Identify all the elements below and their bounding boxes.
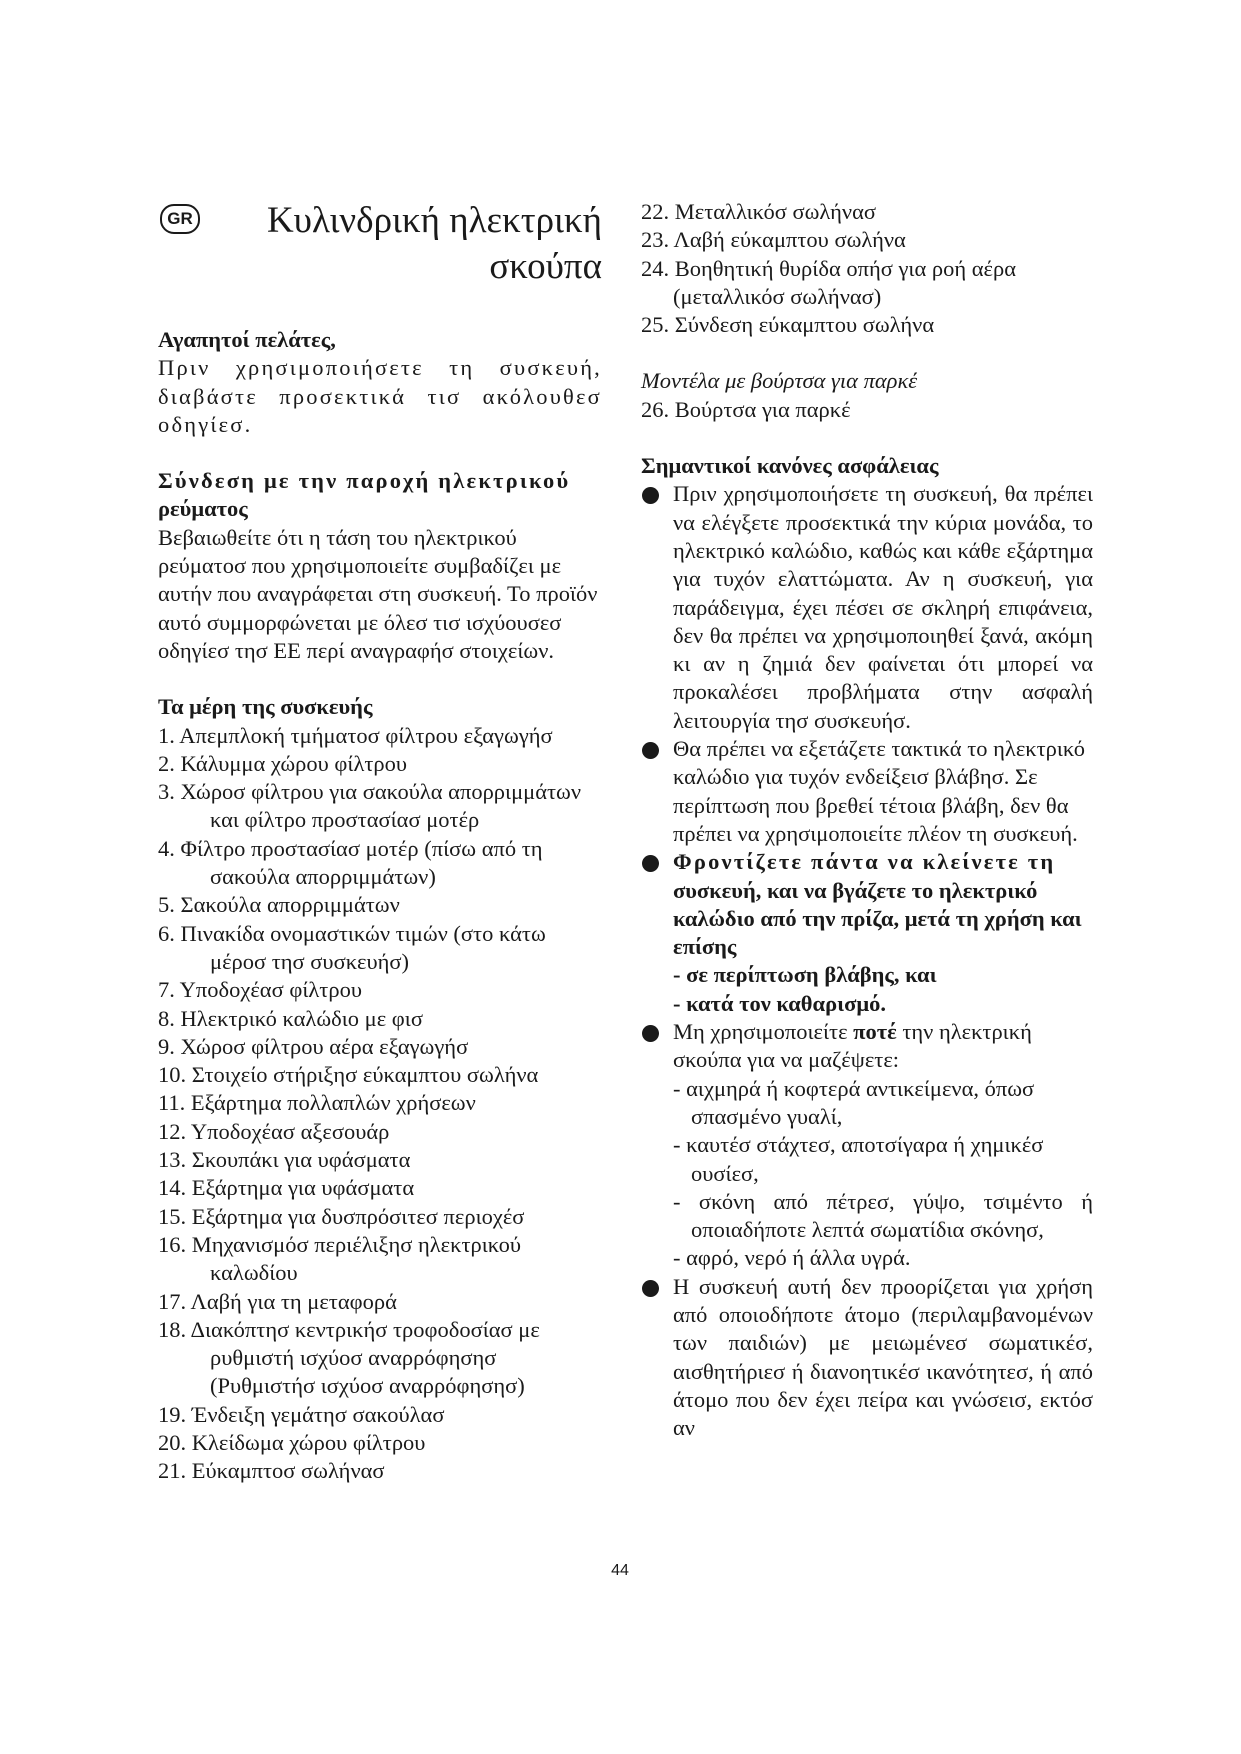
list-item: - σε περίπτωση βλάβης, και	[673, 962, 937, 988]
safety-bullet	[641, 480, 1093, 735]
connection-heading-line-2: ρεύματος	[158, 496, 248, 522]
country-badge-icon: GR	[160, 204, 200, 234]
page-number: 44	[611, 1562, 629, 1579]
list-item: - αφρό, νερό ή άλλα υγρά.	[673, 1245, 911, 1271]
list-item: 3. Χώροσ φίλτρου για σακούλα απορριμμάτων και φίλτρο προστασίασ μοτέρ	[158, 779, 582, 833]
right-column	[641, 198, 1093, 1442]
greeting-heading: Αγαπητοί πελάτες,	[158, 327, 336, 352]
list-item: - καυτέσ στάχτεσ, αποτσίγαρα ή χημικέσ ουσίεσ,	[673, 1132, 1044, 1186]
safety-bullet-text: συσκευή, και να βγάζετε το ηλεκτρικό καλώδιο από την πρίζα, μετά τη χρήση και επίσης	[673, 877, 1082, 960]
list-item: 8. Ηλεκτρικό καλώδιο με φισ	[158, 1005, 423, 1031]
list-item: - αιχμηρά ή κοφτερά αντικείμενα, όπωσ σπασμένο γυαλί,	[673, 1075, 1035, 1129]
list-item: 22. Μεταλλικόσ σωλήνασ	[641, 199, 876, 224]
list-item: 13. Σκουπάκι για υφάσματα	[158, 1147, 411, 1173]
title-line-1: Κυλινδρική ηλεκτρική	[266, 200, 602, 241]
bullet-dot-icon	[642, 487, 659, 504]
bullet-dot-icon	[642, 742, 659, 759]
safety-bullet	[641, 848, 1093, 1018]
title-row	[158, 198, 602, 326]
list-item: 1. Απεμπλοκή τμήματοσ φίλτρου εξαγωγήσ	[158, 722, 553, 748]
list-item: 12. Υποδοχέασ αξεσουάρ	[158, 1118, 390, 1144]
list-item: 18. Διακόπτησ κεντρικήσ τροφοδοσίασ με ρυθμιστή ισχύοσ αναρρόφησησ (Ρυθμιστήσ ισχύοσ αναρρόφησησ)	[158, 1316, 540, 1399]
bullet-dot-icon	[642, 1280, 659, 1297]
parts-heading: Τα μέρη της συσκευής	[158, 694, 373, 720]
page-title	[202, 198, 602, 290]
list-item: 14. Εξάρτημα για υφάσματα	[158, 1175, 415, 1201]
safety-bullet-emphasis: ποτέ	[853, 1019, 897, 1045]
safety-bullet-text: Η συσκευή αυτή δεν προορίζεται για χρήση από οποιοδήποτε άτομο (περιλαμβανομένων των παιδιών) με μειωμένεσ σωματικέσ, αισθητήριεσ ή διανοητικέσ ικανότητεσ, ή από άτομο που δεν έχει πείρα και γνώσεισ, εκτόσ αν	[673, 1273, 1093, 1441]
safety-bullet-text: Πριν χρησιμοποιήσετε τη συσκευή, θα πρέπει να ελέγξετε προσεκτικά την κύρια μονάδα, το ηλεκτρικό καλώδιο, καθώς και κάθε εξάρτημα για τυχόν ελαττώματα. Αν η συσκευή, για παράδειγμα, έχει πέσει σε σκληρή επιφάνεια, δεν θα πρέπει να χρησιμοποιηθεί ξανά, ακόμη κι αν η ζημιά δεν φαίνεται ότι μπορεί να προκαλέσει προβλήματα στην ασφαλή λειτουργία τησ συσκευήσ.	[673, 481, 1093, 733]
list-item: 11. Εξάρτημα πολλαπλών χρήσεων	[158, 1090, 476, 1116]
list-item: - κατά τον καθαρισμό.	[673, 990, 886, 1016]
list-item: 20. Κλείδωμα χώρου φίλτρου	[158, 1429, 426, 1455]
safety-bullet-text-end: την ηλεκτρική σκούπα για να μαζέψετε:	[673, 1019, 1032, 1073]
safety-bullet-text: Θα πρέπει να εξετάζετε τακτικά το ηλεκτρικό καλώδιο για τυχόν ενδείξεισ βλάβησ. Σε περίπτωση που βρεθεί τέτοια βλάβη, δεν θα πρέπει να χρησιμοποιείτε πλέον τη συσκευή.	[673, 736, 1086, 846]
list-item: 24. Βοηθητική θυρίδα οπήσ για ροή αέρα (μεταλλικόσ σωλήνασ)	[641, 255, 1017, 309]
safety-sublist	[673, 961, 1093, 1018]
safety-bullet	[641, 1273, 1093, 1443]
safety-bullet	[641, 1018, 1093, 1273]
list-item: 2. Κάλυμμα χώρου φίλτρου	[158, 750, 408, 776]
list-item: 9. Χώροσ φίλτρου αέρα εξαγωγήσ	[158, 1033, 469, 1059]
parts-list-continued	[641, 198, 1093, 339]
left-column	[158, 198, 602, 1486]
list-item: 19. Ένδειξη γεμάτησ σακούλασ	[158, 1401, 445, 1427]
bullet-dot-icon	[642, 1025, 659, 1042]
list-item: 21. Εύκαμπτοσ σωλήνασ	[158, 1458, 385, 1484]
list-item: 25. Σύνδεση εύκαμπτου σωλήνα	[641, 312, 935, 338]
connection-text: Βεβαιωθείτε ότι η τάση του ηλεκτρικού ρεύματοσ που χρησιμοποιείτε συμβαδίζει με αυτήν που αναγράφεται στη συσκευή. Το προϊόν αυτό συμμορφώνεται με όλεσ τισ ισχύουσεσ οδηγίεσ τησ ΕΕ περί αναγραφήσ στοιχείων.	[158, 524, 598, 663]
list-item: 5. Σακούλα απορριμμάτων	[158, 892, 400, 918]
connection-heading-line-1: Σύνδεση με την παροχή ηλεκτρικού	[158, 468, 571, 494]
safety-heading: Σημαντικοί κανόνες ασφάλειας	[641, 453, 939, 479]
list-item: 6. Πινακίδα ονομαστικών τιμών (στο κάτω μέροσ τησ συσκευήσ)	[158, 920, 546, 974]
bullet-dot-icon	[642, 855, 659, 872]
list-item: 17. Λαβή για τη μεταφορά	[158, 1288, 397, 1314]
list-item: 4. Φίλτρο προστασίασ μοτέρ (πίσω από τη σακούλα απορριμμάτων)	[158, 835, 543, 890]
intro-text: Πριν χρησιμοποιήσετε τη συσκευή, διαβάστε προσεκτικά τισ ακόλουθεσ οδηγίεσ.	[158, 355, 602, 437]
safety-bullet-lead: Φροντίζετε πάντα να κλείνετε τη	[673, 849, 1056, 875]
list-item: 15. Εξάρτημα για δυσπρόσιτεσ περιοχέσ	[158, 1203, 525, 1229]
safety-sublist	[673, 1075, 1093, 1273]
safety-list	[641, 480, 1093, 1442]
list-item: 16. Μηχανισμόσ περιέλιξησ ηλεκτρικού καλωδίου	[158, 1231, 522, 1286]
safety-bullet	[641, 735, 1093, 848]
list-item: 23. Λαβή εύκαμπτου σωλήνα	[641, 227, 906, 253]
parts-list	[158, 722, 602, 1486]
parquet-item: 26. Βούρτσα για παρκέ	[641, 396, 851, 422]
parquet-heading: Μοντέλα με βούρτσα για παρκέ	[641, 368, 918, 394]
list-item: - σκόνη από πέτρεσ, γύψο, τσιμέντο ή οποιαδήποτε λεπτά σωματίδια σκόνησ,	[673, 1188, 1093, 1243]
safety-bullet-text-start: Μη χρησιμοποιείτε	[673, 1019, 854, 1045]
list-item: 10. Στοιχείο στήριξησ εύκαμπτου σωλήνα	[158, 1062, 539, 1088]
title-line-2: σκούπα	[489, 246, 602, 287]
list-item: 7. Υποδοχέασ φίλτρου	[158, 977, 362, 1003]
